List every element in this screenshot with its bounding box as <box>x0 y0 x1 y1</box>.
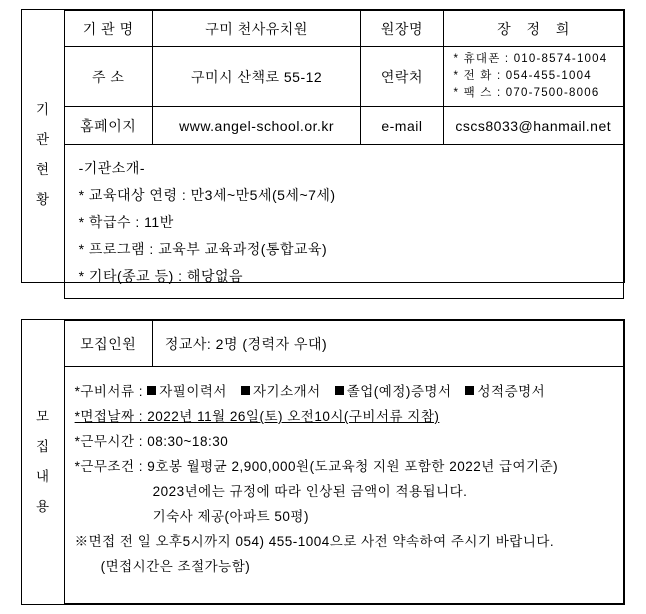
side-label-char-2: 현 <box>36 161 50 177</box>
institution-intro-cell <box>64 145 623 299</box>
email-label-cell <box>361 107 443 145</box>
contact-value-cell <box>443 47 623 107</box>
recruit-interview-date: *면접날짜 : 2022년 11월 26일(토) 오전10시(구비서류 지참) <box>74 409 440 424</box>
recruit-docs-line <box>75 379 623 404</box>
bullet-square-icon-2 <box>335 386 344 395</box>
email-value-cell <box>443 107 623 145</box>
recruit-count-label: 모집인원 <box>80 335 137 352</box>
homepage-label: 홈페이지 <box>80 117 137 134</box>
intro-line-3: * 프로그램 : 교육부 교육과정(통합교육) <box>78 241 328 257</box>
homepage-label-cell <box>64 107 152 145</box>
recruit-doc-0: 자필이력서 <box>159 384 227 399</box>
contact-tel: * 전 화 : 054-455-1004 <box>453 70 592 82</box>
bullet-square-icon-3 <box>465 386 474 395</box>
org-name-label: 기 관 명 <box>82 20 134 37</box>
recruit-notice-2: (면접시간은 조절가능함) <box>100 559 251 574</box>
intro-line-4: * 기타(종교 등) : 해당없음 <box>78 268 244 284</box>
recruit-count-value-cell <box>152 321 623 367</box>
recruit-detail-cell <box>64 367 623 604</box>
recruit-work-hours: *근무시간 : 08:30~18:30 <box>74 434 229 449</box>
side-label-char-3: 황 <box>36 191 50 207</box>
recruit-side-label-char-3: 용 <box>36 499 50 514</box>
contact-mobile: * 휴대폰 : 010-8574-1004 <box>453 53 608 65</box>
address-label: 주 소 <box>91 68 125 85</box>
institution-table <box>21 9 625 283</box>
org-name-label-cell <box>64 11 152 47</box>
contact-label-cell <box>361 47 443 107</box>
contact-fax: * 팩 스 : 070-7500-8006 <box>453 87 600 99</box>
intro-line-1: * 교육대상 연령 : 만3세~만5세(5세~7세) <box>78 187 336 203</box>
director-label-cell <box>361 11 443 47</box>
recruit-side-label-char-1: 집 <box>36 439 50 454</box>
side-label-char-0: 기 <box>36 101 50 117</box>
director-value-cell <box>443 11 623 47</box>
recruit-count-value: 정교사: 2명 (경력자 우대) <box>164 335 328 352</box>
address-value-cell <box>152 47 361 107</box>
recruit-notice: ※면접 전 일 오후5시까지 054) 455-1004으로 사전 약속하여 주시기 바랍니다. <box>74 534 555 549</box>
recruit-work-terms-3: 기숙사 제공(아파트 50평) <box>152 509 309 524</box>
recruit-side-label-char-2: 내 <box>36 469 50 484</box>
address-value: 구미시 산책로 55-12 <box>190 68 323 85</box>
intro-title: -기관소개- <box>78 160 146 176</box>
recruit-work-terms: *근무조건 : 9호봉 월평균 2,900,000원(도교육청 지원 포함한 2022년 급여기준) <box>74 459 559 474</box>
recruit-count-label-cell <box>64 321 152 367</box>
director-label: 원장명 <box>380 20 423 37</box>
org-name-value: 구미 천사유치원 <box>205 20 308 37</box>
institution-side-label <box>22 11 64 299</box>
email-value: cscs8033@hanmail.net <box>455 117 612 134</box>
recruit-side-label-char-0: 모 <box>36 409 50 424</box>
recruit-side-label <box>22 321 64 604</box>
bullet-square-icon-1 <box>241 386 250 395</box>
recruit-doc-2: 졸업(예정)증명서 <box>346 384 452 399</box>
email-label: e-mail <box>381 117 423 134</box>
contact-label: 연락처 <box>380 68 423 85</box>
recruit-doc-1: 자기소개서 <box>252 384 321 399</box>
recruit-table <box>21 319 625 605</box>
director-value: 장 정 희 <box>497 20 576 37</box>
recruit-doc-3: 성적증명서 <box>477 384 546 399</box>
org-name-value-cell <box>152 11 361 47</box>
side-label-char-1: 관 <box>36 131 50 147</box>
recruit-docs-prefix: *구비서류 : <box>74 384 148 399</box>
homepage-value: www.angel-school.or.kr <box>179 117 335 134</box>
intro-line-2: * 학급수 : 11반 <box>78 214 174 230</box>
recruit-work-terms-2: 2023년에는 규정에 따라 인상된 금액이 적용됩니다. <box>152 484 468 499</box>
bullet-square-icon-0 <box>147 386 156 395</box>
homepage-value-cell <box>152 107 361 145</box>
address-label-cell <box>64 47 152 107</box>
